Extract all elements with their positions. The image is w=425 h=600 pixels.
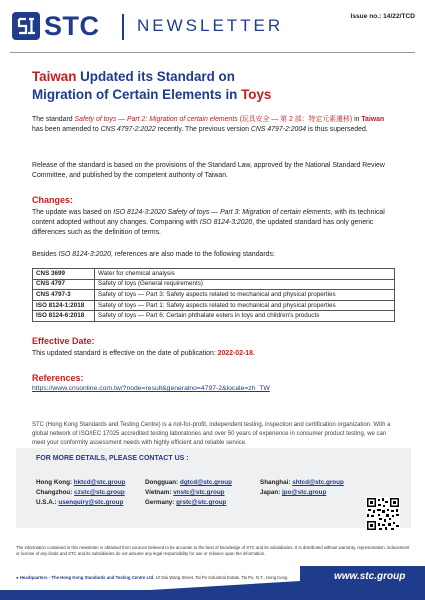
hq-name: - The Hong Kong Standards and Testing Centre Ltd.	[47, 575, 155, 580]
contact-dongguan	[145, 479, 232, 486]
header-divider	[122, 14, 124, 40]
title-line1: Updated its Standard on	[76, 69, 235, 84]
standard-code: CNS 4797-3	[33, 290, 95, 301]
title-taiwan: Taiwan	[32, 69, 77, 84]
intro-paragraph-2: Release of the standard is based on the provisions of the Standard Law, approved by the National Standard Review Committee, and published by the competent authority of Taiwan.	[32, 162, 385, 179]
changes-paragraph	[32, 208, 397, 238]
effective-text: This updated standard is effective on the date of publication:	[32, 350, 218, 357]
standard-title: Safety of toys — Part 2: Migration of certain elements	[74, 116, 238, 123]
disclaimer: The information contained in this newsletter is obtained from sources believed to be accurate to the best of knowledge of STC and its subsidiaries. It is distributed without warranty, representation, inducement or license of any kinds and STC and its subsidiaries do not assume any legal responsibility for use or reliance upon the information.	[16, 545, 410, 556]
header-rule	[10, 52, 415, 53]
country-taiwan: Taiwan	[361, 116, 385, 123]
iso-standard: ISO 8124-3:2020	[199, 219, 253, 226]
hq-address: 10 Dai Wang Street, Tai Po Industrial Estate, Tai Po, N.T., Hong Kong	[154, 575, 288, 580]
contact-label: Japan:	[260, 489, 281, 496]
qr-code-icon[interactable]	[366, 497, 400, 531]
standard-description: Safety of toys — Part 3: Safety aspects related to mechanical and physical properties	[95, 290, 395, 301]
title-line2-subject: Migration of Certain Elements	[32, 87, 222, 102]
changes-text: , with its technical content adopted without any changes. Comparing with	[32, 209, 385, 226]
effective-text-end: .	[252, 350, 255, 357]
changes-text: , the updated standard has only generic differences such as the definition of terms.	[32, 219, 374, 236]
effective-date-heading: Effective Date:	[32, 336, 95, 346]
contact-label: Changzhou:	[36, 489, 73, 496]
contact-vietnam	[145, 489, 225, 496]
iso-standard-title: ISO 8124-3:2020 Safety of toys — Part 3: Migration of certain elements	[113, 209, 331, 216]
standard-description: Water for chemical analysis	[95, 269, 395, 280]
changes-heading: Changes:	[32, 195, 74, 205]
reference-standards-table	[32, 268, 395, 322]
about-stc: STC (Hong Kong Standards and Testing Centre) is a not-for-profit, independent testing, inspection and certification organization. With a global network of ISO/IEC 17025 accredited testing laboratories and over 50 years of experience in consumer product testing, we can meet your conformity assessment needs with highly efficient and reliable service.	[32, 422, 391, 446]
standard-description: Safety of toys (General requirements)	[95, 279, 395, 290]
contact-email[interactable]: shtcd@stc.group	[292, 479, 344, 486]
contact-email[interactable]: jpo@stc.group	[282, 489, 327, 496]
effective-date: 2022-02-18	[217, 350, 253, 357]
page-title	[32, 68, 402, 104]
contact-label: Hong Kong:	[36, 479, 73, 486]
title-line2-in: in	[221, 87, 242, 102]
newsletter-label: NEWSLETTER	[137, 16, 284, 35]
footer-stripe	[0, 590, 425, 600]
standard-code: ISO 8124-1:2018	[33, 300, 95, 311]
contact-email[interactable]: usenquiry@stc.group	[58, 499, 124, 506]
standard-code: CNS 4797	[33, 279, 95, 290]
table-row	[33, 290, 395, 301]
standard-code: ISO 8124-6:2018	[33, 311, 95, 322]
standard-code: CNS 3699	[33, 269, 95, 280]
contact-title: FOR MORE DETAILS, PLEASE CONTACT US :	[36, 455, 189, 462]
headquarters-address	[16, 575, 287, 580]
intro-paragraph-1	[32, 115, 397, 135]
besides-text: Besides	[32, 251, 59, 258]
standard-title-chinese: (玩具安全 — 第 2 部：特定元素遷移)	[237, 116, 353, 123]
intro-text: is thus superseded.	[306, 126, 368, 133]
standard-description: Safety of toys — Part 6: Certain phthalate esters in toys and children's products	[95, 311, 395, 322]
contact-changzhou	[36, 489, 125, 496]
location-pin-icon: ●	[16, 575, 19, 580]
contact-label: U.S.A.:	[36, 499, 57, 506]
besides-text: , references are also made to the following standards:	[110, 251, 275, 258]
contact-label: Shanghai:	[260, 479, 291, 486]
table-row	[33, 300, 395, 311]
contact-email[interactable]: hktcd@stc.group	[73, 479, 126, 486]
contact-hong-kong	[36, 479, 125, 486]
contact-japan	[260, 489, 326, 496]
table-row	[33, 311, 395, 322]
table-row	[33, 269, 395, 280]
intro-text: The standard	[32, 116, 75, 123]
intro-text: has been amended to	[32, 126, 101, 133]
old-standard: CNS 4797-2:2004	[250, 126, 307, 133]
intro-text: recently. The previous version	[155, 126, 251, 133]
besides-paragraph	[32, 250, 397, 260]
contact-germany	[145, 499, 226, 506]
issue-number: Issue no.: 14/22/TCD	[350, 13, 415, 20]
references-heading: References:	[32, 373, 84, 383]
contact-label: Dongguan:	[145, 479, 179, 486]
contact-email[interactable]: vnstc@stc.group	[173, 489, 225, 496]
standard-description: Safety of toys — Part 1: Safety aspects related to mechanical and physical properties	[95, 300, 395, 311]
contact-shanghai	[260, 479, 344, 486]
reference-link[interactable]: https://www.cnsonline.com.tw/?node=result&generalno=4797-2&locale=zh_TW	[32, 385, 270, 392]
title-toys: Toys	[241, 87, 272, 102]
stc-logo	[12, 10, 112, 42]
contact-label: Vietnam:	[145, 489, 172, 496]
contact-email[interactable]: grstc@stc.group	[176, 499, 227, 506]
changes-text: The update was based on	[32, 209, 114, 216]
footer-swoosh	[150, 581, 310, 590]
logo-text: STC	[44, 10, 100, 41]
contact-email[interactable]: czstc@stc.group	[74, 489, 125, 496]
hq-label: Headquarters	[19, 575, 48, 580]
website-link[interactable]: www.stc.group	[334, 571, 406, 582]
contact-usa	[36, 499, 123, 506]
iso-standard: ISO 8124-3:2020	[58, 251, 111, 258]
contact-email[interactable]: dgtcd@stc.group	[179, 479, 232, 486]
table-row	[33, 279, 395, 290]
intro-text: in	[352, 116, 362, 123]
contact-label: Germany:	[145, 499, 175, 506]
new-standard: CNS 4797-2:2022	[100, 126, 156, 133]
effective-date-text	[32, 349, 397, 359]
stc-logo-mark-icon	[12, 12, 40, 40]
